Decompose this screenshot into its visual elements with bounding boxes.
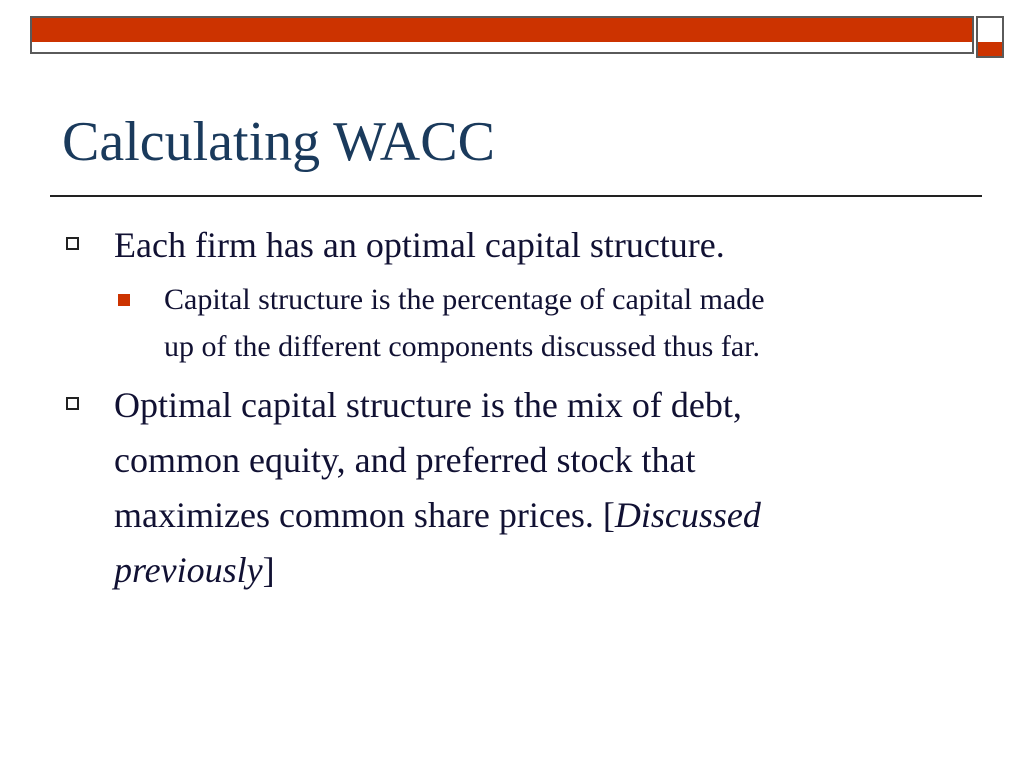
bullet-item — [0, 218, 1000, 273]
bullet-text: maximizes common share prices. [ — [114, 495, 615, 535]
corner-red-square — [978, 42, 1002, 56]
title-divider — [50, 195, 982, 197]
header-decoration-bar — [30, 16, 974, 54]
italic-text: previously — [114, 550, 263, 590]
bullet-text: Optimal capital structure is the mix of debt, — [114, 385, 742, 425]
closing-bracket: ] — [262, 550, 275, 590]
bullet-text: common equity, and preferred stock that — [114, 440, 696, 480]
corner-decoration-box — [976, 16, 1004, 58]
sub-bullet-item — [0, 276, 1000, 370]
filled-square-bullet-icon — [118, 294, 130, 306]
slide-title: Calculating WACC — [62, 111, 495, 173]
bullet-text-with-italic — [114, 543, 1000, 598]
bullet-item — [0, 378, 1000, 598]
header-red-band — [32, 18, 972, 42]
sub-bullet-text: up of the different components discussed thus far. — [164, 330, 760, 363]
bullet-text-with-italic — [114, 488, 1000, 543]
hollow-square-bullet-icon — [66, 397, 79, 410]
bullet-text: Each firm has an optimal capital structure. — [114, 225, 725, 265]
italic-text: Discussed — [614, 495, 761, 535]
sub-bullet-text: Capital structure is the percentage of capital made — [164, 283, 765, 316]
hollow-square-bullet-icon — [66, 237, 79, 250]
slide-content — [0, 218, 1000, 598]
